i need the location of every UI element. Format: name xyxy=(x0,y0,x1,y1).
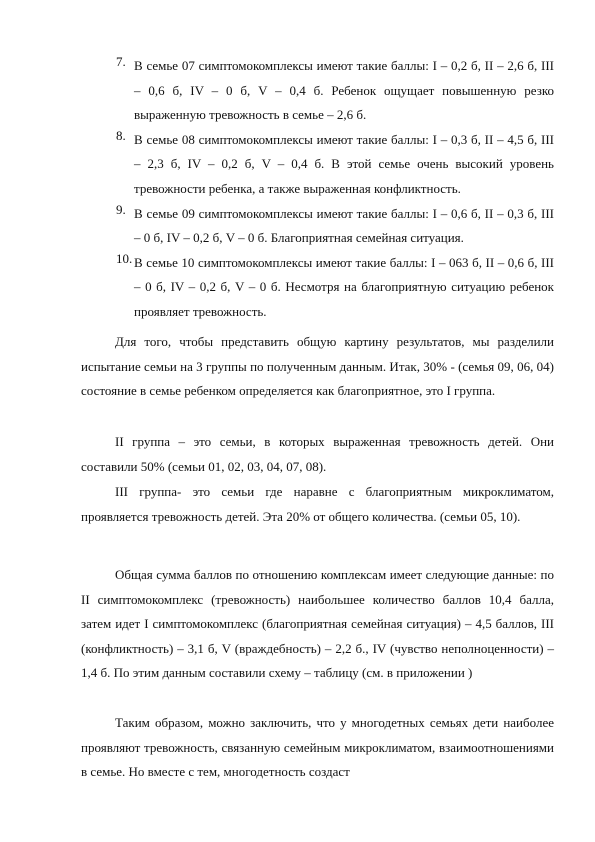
list-item-number: 7. xyxy=(116,54,126,69)
paragraph-score-summary: Общая сумма баллов по отношению комплексам имеет следующие данные: по II симптомокомплекс (тревожность) наибольшее количество баллов 10,4 балла, затем идет I симптомокомплекс (благоприятная семейная ситуация) – 4,5 баллов, III (конфликтность) – 3,1 б, V (враждебность) – 2,2 б., IV (чувство неполноценности) – 1,4 б. По этим данным составили схему – таблицу (см. в приложении ) xyxy=(81,567,554,681)
list-item xyxy=(116,128,554,202)
paragraph-conclusion: Таким образом, можно заключить, что у многодетных семьях дети наиболее проявляют тревожность, связанную семейным микроклиматом, взаимоотношениями в семье. Но вместе с тем, многодетность создаст xyxy=(81,715,554,780)
paragraph-group-three: III группа- это семьи где наравне с благоприятным микроклиматом, проявляется тревожность детей. Эта 20% от общего количества. (семьи 05, 10). xyxy=(81,484,554,524)
paragraph-group-two: II группа – это семьи, в которых выраженная тревожность детей. Они составили 50% (семьи 01, 02, 03, 04, 07, 08). xyxy=(81,434,554,474)
list-item xyxy=(116,202,554,251)
list-item-text: В семье 07 симптомокомплексы имеют такие баллы: I – 0,2 б, II – 2,6 б, III – 0,6 б, IV – 0 б, V – 0,4 б. Ребенок ощущает повышенную резко выраженную тревожность в семье – 2,6 б. xyxy=(134,58,554,123)
list-item-text: В семье 10 симптомокомплексы имеют такие баллы: I – 063 б, II – 0,6 б, III – 0 б, IV – 0,2 б, V – 0 б. Несмотря на благоприятную ситуацию ребенок проявляет тревожность. xyxy=(134,254,554,319)
list-item-number: 10. xyxy=(116,250,133,266)
results-list xyxy=(116,54,554,325)
paragraph-groups-intro: Для того, чтобы представить общую картину результатов, мы разделили испытание семьи на 3 группы по полученным данным. Итак, 30% - (семья 09, 06, 04) состояние в семье ребенком определяется как благоприятное, это I группа. xyxy=(81,334,554,399)
list-item-text: В семье 08 симптомокомплексы имеют такие баллы: I – 0,3 б, II – 4,5 б, III – 2,3 б, IV – 0,2 б, V – 0,4 б. В этой семье очень высокий уровень тревожности ребенка, а также выраженная конфликтность. xyxy=(134,131,554,196)
list-item xyxy=(116,54,554,128)
list-item-number: 9. xyxy=(116,201,126,217)
list-item xyxy=(116,251,554,325)
list-item-number: 8. xyxy=(116,127,126,143)
list-item-text: В семье 09 симптомокомплексы имеют такие баллы: I – 0,6 б, II – 0,3 б, III – 0 б, IV – 0,2 б, V – 0 б. Благоприятная семейная ситуация. xyxy=(134,205,554,246)
